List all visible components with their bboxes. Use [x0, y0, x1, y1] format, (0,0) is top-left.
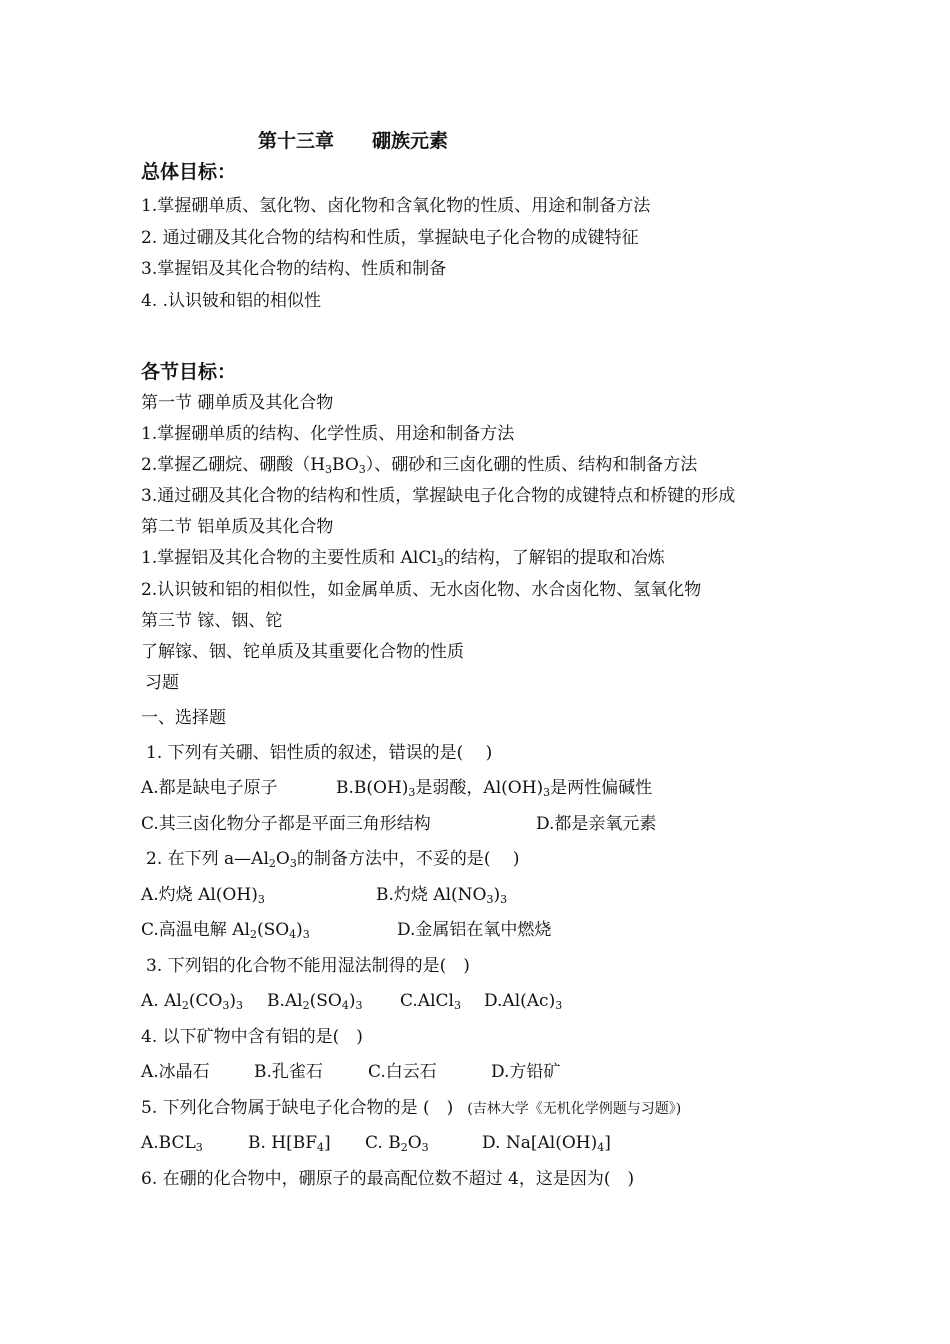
q5-option-a: $A.BCL_3$ — [141, 1133, 203, 1154]
overall-goal-3: 3.掌握铝及其化合物的结构、性质和制备 — [141, 259, 447, 279]
q1-option-c: C.其三卤化物分子都是平面三角形结构 — [141, 814, 431, 834]
question-4-stem: 4. 以下矿物中含有铝的是( ) — [141, 1027, 363, 1047]
chapter-title — [258, 126, 448, 153]
chapter-name: 硼族元素 — [372, 130, 449, 152]
overall-goal-2: 2. 通过硼及其化合物的结构和性质，掌握缺电子化合物的成键特征 — [141, 228, 639, 248]
section-1-goal-1: 1.掌握硼单质的结构、化学性质、用途和制备方法 — [141, 424, 515, 444]
overall-goal-4: 4. .认识铍和铝的相似性 — [141, 291, 322, 311]
q4-option-d: D.方铅矿 — [491, 1062, 561, 1082]
part-1-heading: 一、选择题 — [141, 708, 226, 728]
q1-option-b: $B.B(OH)_3$是弱酸，$Al(OH)_3$是两性偏碱性 — [336, 778, 653, 799]
q3-option-c: C.AlCl$_3$ — [400, 991, 461, 1012]
q2-option-a: A.灼烧 $Al(OH)_3$ — [141, 885, 265, 906]
question-2-stem: 2. 在下列 $a—Al_2O_3$的制备方法中，不妥的是( ) — [146, 849, 520, 870]
section-3-goal-1: 了解镓、铟、铊单质及其重要化合物的性质 — [141, 642, 464, 662]
question-6-stem: 6. 在硼的化合物中，硼原子的最高配位数不超过 4，这是因为( ) — [141, 1169, 635, 1189]
section-goals-heading: 各节目标： — [141, 361, 237, 383]
section-2-goal-1: 1.掌握铝及其化合物的主要性质和 AlCl$_3$的结构，了解铝的提取和冶炼 — [141, 548, 665, 569]
q3-option-d: $D.Al(Ac)_3$ — [484, 991, 563, 1012]
q3-option-a: A. $Al_2(CO_3)_3$ — [141, 991, 244, 1012]
overall-goals-heading: 总体目标： — [141, 161, 237, 183]
q4-option-c: C.白云石 — [368, 1062, 437, 1082]
chapter-label: 第十三章 — [258, 130, 335, 152]
section-1-title: 第一节 硼单质及其化合物 — [141, 393, 334, 413]
q5-option-d: D. $Na[Al(OH)_4]$ — [482, 1133, 611, 1154]
q5-option-b: B. $H[BF_4]$ — [248, 1133, 331, 1154]
question-5-stem: 5. 下列化合物属于缺电子化合物的是 ( ) (吉林大学《无机化学例题与习题》) — [141, 1098, 682, 1118]
question-3-stem: 3. 下列铝的化合物不能用湿法制得的是( ) — [146, 956, 470, 976]
exercises-heading: 习题 — [145, 673, 179, 693]
q2-option-c: C.高温电解 $Al_2(SO_4)_3$ — [141, 920, 310, 941]
q2-option-d: D.金属铝在氧中燃烧 — [397, 920, 552, 940]
section-2-goal-2: 2.认识铍和铝的相似性，如金属单质、无水卤化物、水合卤化物、氢氧化物 — [141, 580, 702, 600]
q1-option-a: A.都是缺电子原子 — [141, 778, 278, 798]
q3-option-b: $B.Al_2(SO_4)_3$ — [267, 991, 363, 1012]
q2-option-b: B.灼烧 $Al(NO_3)_3$ — [376, 885, 508, 906]
q4-option-b: B.孔雀石 — [254, 1062, 323, 1082]
section-2-title: 第二节 铝单质及其化合物 — [141, 517, 334, 537]
q4-option-a: A.冰晶石 — [141, 1062, 210, 1082]
section-1-goal-3: 3.通过硼及其化合物的结构和性质，掌握缺电子化合物的成键特点和桥键的形成 — [141, 486, 736, 506]
section-1-goal-2: 2.掌握乙硼烷、硼酸$(H_3BO_3)$、硼砂和三卤化硼的性质、结构和制备方法 — [141, 455, 698, 476]
question-5-source: (吉林大学《无机化学例题与习题》) — [467, 1101, 682, 1117]
question-1-stem: 1. 下列有关硼、铝性质的叙述，错误的是( ) — [146, 743, 493, 763]
overall-goal-1: 1.掌握硼单质、氢化物、卤化物和含氧化物的性质、用途和制备方法 — [141, 196, 651, 216]
q1-option-d: D.都是亲氧元素 — [536, 814, 657, 834]
q5-option-c: C. $B_2O_3$ — [365, 1133, 429, 1154]
section-3-title: 第三节 镓、铟、铊 — [141, 611, 283, 631]
